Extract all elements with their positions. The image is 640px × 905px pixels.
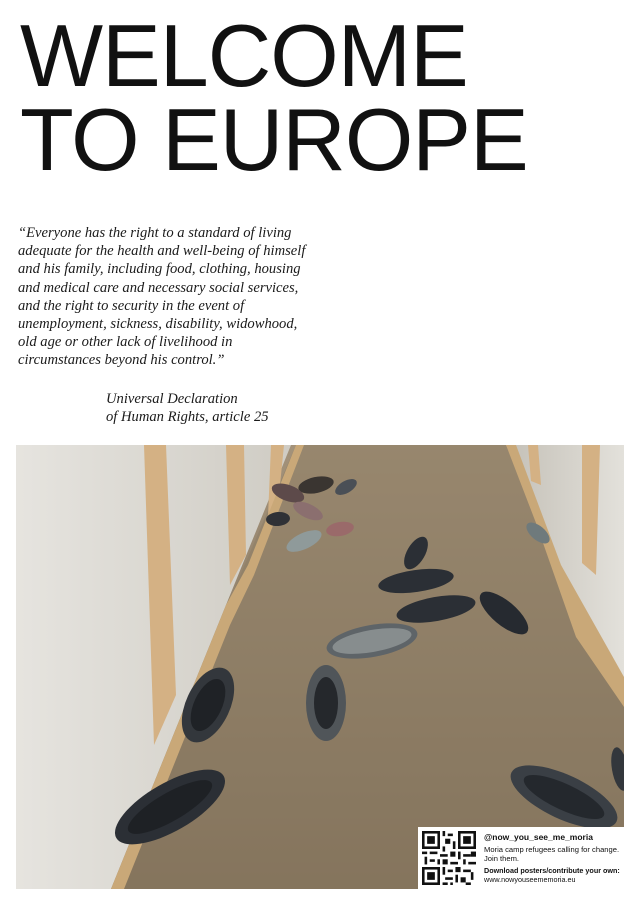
quote-attribution [106, 390, 366, 426]
declaration-quote: “Everyone has the right to a standard of living adequate for the health and well-being of himself and his family, including food, clothing, housing and medical care and necessary social services, and the right to security in the event of unemployment, sickness, disability, widowhood, old age or other lack of livelihood in circumstances beyond his control.” [18, 225, 306, 369]
attribution-line-1: Universal Declaration [106, 391, 238, 407]
corridor-photo-illustration [16, 445, 624, 889]
campaign-description: Moria camp refugees calling for change. Join them. [484, 845, 620, 863]
headline-line-1: WELCOME [20, 6, 468, 105]
headline-line-2: TO EUROPE [20, 90, 528, 189]
poster-headline [20, 6, 528, 189]
corridor-photo [16, 445, 624, 889]
info-card [418, 827, 624, 889]
social-handle[interactable]: @now_you_see_me_moria [484, 832, 593, 842]
info-text [484, 832, 620, 884]
download-label: Download posters/contribute your own: [484, 866, 620, 875]
qr-code-icon[interactable] [422, 831, 476, 885]
website-link[interactable]: www.nowyouseememoria.eu [484, 875, 576, 884]
attribution-line-2: of Human Rights, article 25 [106, 409, 269, 426]
